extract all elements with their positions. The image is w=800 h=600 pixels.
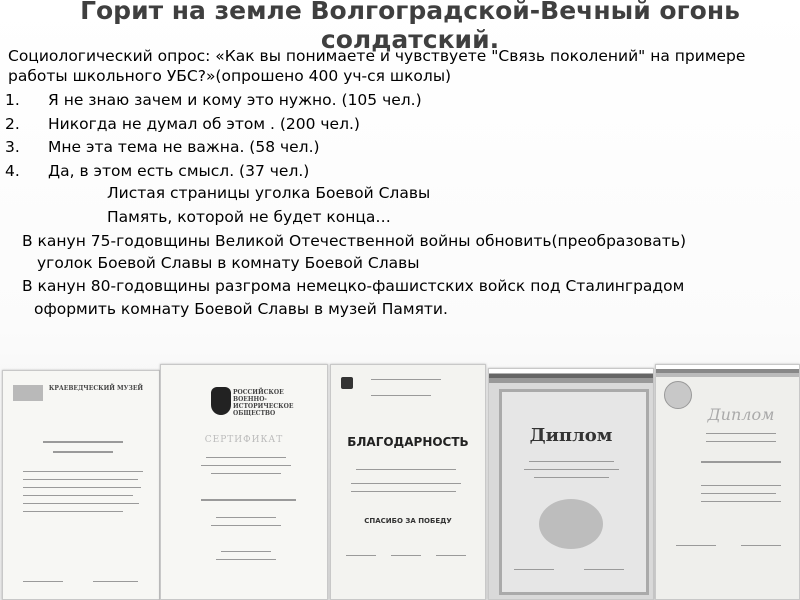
plan-80-line-2: оформить комнату Боевой Славы в музей Памяти. [34,300,448,318]
award-documents-strip [0,362,800,600]
survey-item [0,160,790,184]
certificate-image [160,364,328,600]
gratitude-subtitle: СПАСИБО ЗА ПОБЕДУ [364,517,452,525]
diploma-image-1 [488,368,654,600]
survey-item [0,136,790,160]
survey-results-list [0,89,790,183]
certificate-title: СЕРТИФИКАТ [204,435,284,445]
plan-75-line-2: уголок Боевой Славы в комнату Боевой Славы [37,254,420,272]
gratitude-letter-image [330,364,486,600]
survey-item-number: 1. [5,91,20,109]
survey-intro: Социологический опрос: «Как вы понимаете и чувствуете "Связь поколений" на примере работы школьного УБС?»(опрошено 400 уч-ся школы) [8,47,746,85]
survey-item-number: 4. [5,161,20,180]
eagle-emblem-icon [211,387,231,415]
motto-line-2: Память, которой не будет конца… [107,208,391,226]
plan-75-line-1: В канун 75-годовщины Великой Отечественной войны обновить(преобразовать) [22,232,686,250]
diploma-image-2 [655,364,800,600]
certificate-header: РОССИЙСКОЕ ВОЕННО-ИСТОРИЧЕСКОЕ ОБЩЕСТВО [233,389,294,417]
diploma-1-title: Диплом [529,425,613,446]
motto-line-1: Листая страницы уголка Боевой Славы [107,184,431,202]
gratitude-title: БЛАГОДАРНОСТЬ [347,435,469,449]
survey-item-number: 2. [5,114,20,133]
survey-item-text: Мне эта тема не важна. (58 чел.) [48,138,320,156]
survey-item-text: Я не знаю зачем и кому это нужно. (105 чел.) [48,91,422,109]
survey-item-number: 3. [5,138,20,156]
slide-title: Горит на земле Волгоградской-Вечный огонь солдатский. [80,0,740,54]
survey-item [0,89,790,113]
museum-letter-image [2,370,160,600]
survey-item-text: Да, в этом есть смысл. (37 чел.) [48,161,310,180]
diploma-2-title: Диплом [707,405,775,424]
museum-letter-header: КРАЕВЕДЧЕСКИЙ МУЗЕЙ [48,385,144,392]
survey-item-text: Никогда не думал об этом . (200 чел.) [48,114,360,133]
survey-item [0,113,790,137]
plan-80-line-1: В канун 80-годовщины разгрома немецко-фашистских войск под Сталинградом [22,277,685,295]
